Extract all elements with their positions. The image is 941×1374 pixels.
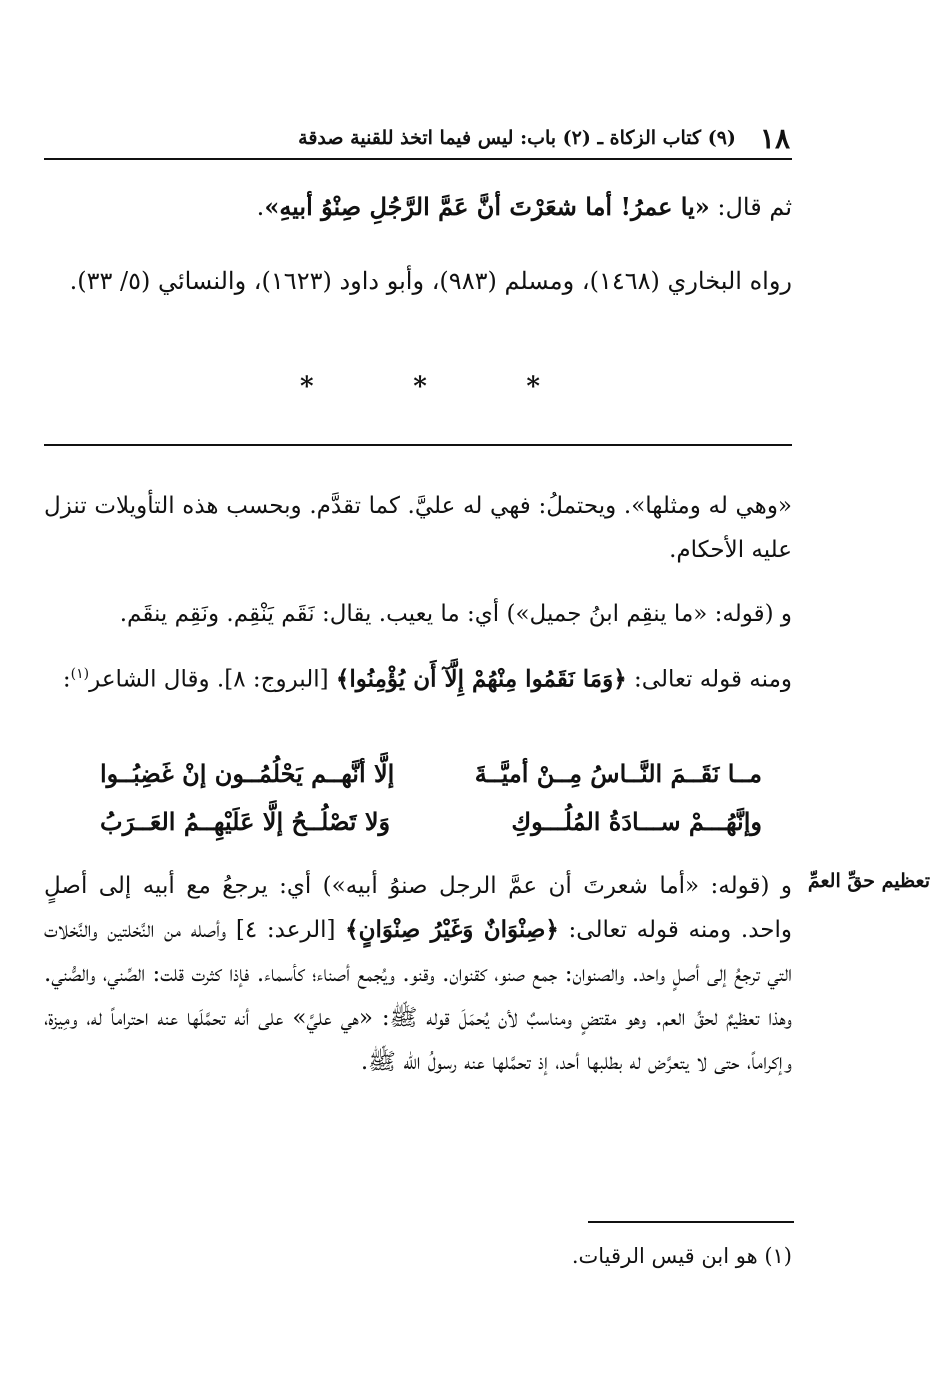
verse-second-hemistich: إلَّا أنَّهــم يَحْلُمُــون إنْ غَضِبُــوا [100, 759, 395, 788]
hadith-takhrij: رواه البخاري (١٤٦٨)، ومسلم (٩٨٣)، وأبو داود (١٦٢٣)، والنسائي (٥/ ٣٣). [69, 267, 792, 295]
page-number: ١٨ [759, 121, 790, 155]
star-ornament: * [300, 372, 314, 402]
verse-first-hemistich: وإنَّهُـــمْ ســـادَةُ المُلُـــوكِ [511, 807, 762, 836]
section-separator-stars [300, 372, 540, 402]
verse-second-hemistich: وَلا تَصْلُــحُ إلَّا عَلَيْهِــمُ العَــرَبُ [100, 807, 391, 836]
star-ornament: * [526, 372, 540, 402]
poem-verse [100, 752, 792, 796]
footnote: (١) هو ابن قيس الرقيات. [571, 1244, 792, 1268]
commentary-paragraph: «وهي له ومثلها». ويحتملُ: فهي له عليَّ. كما تقدَّم. وبحسب هذه التأويلات تنزل عليه الأحكام. [44, 493, 792, 563]
paragraph-text: [الرعد: ٤] وأصله من النَّخلتين والنَّخلات التي ترجعُ إلى أصلٍ واحد. والصنوان: جمع صنو، كقنوان. وقنو. ويُجمع أصناء؛ كأسماء. فإذا كثرت قلت: الصِّني، والصُّني. وهذا تعظيمٌ لحقِّ العم. وهو مقتضٍ ومناسبٌ لأن يُحمَلَ قوله ﷺ: «هي عليَّ» على أنه تحمَّلَها عنه احتراماً له، ومِيزة، وإكراماً، حتى لا يتعرَّض له بطلبها أحد، إذ تحمَّلها عنه رسولُ الله ﷺ. [44, 917, 792, 1075]
margin-note: تعظيم حقِّ العمِّ [807, 870, 930, 892]
running-header [44, 118, 792, 160]
poem-verse [100, 800, 792, 844]
commentary-paragraph [44, 652, 792, 702]
quran-quote: ﴿صِنْوَانٌ وَغَيْرُ صِنْوَانٍ﴾ [345, 916, 559, 943]
commentary-divider [44, 444, 792, 446]
hadith-text [44, 181, 792, 233]
hadith-prefix: ثم قال: [709, 193, 792, 221]
paragraph-text: : [62, 666, 71, 693]
commentary-paragraph: و (قوله: «ما ينقِم ابنُ جميل») أي: ما يعيب. يقال: نَقَم يَنْقِم. ونَقِم ينقَم. [119, 601, 792, 627]
star-ornament: * [413, 372, 427, 402]
paragraph-text: ومنه قوله تعالى: [626, 666, 792, 693]
quran-quote: ﴿وَمَا نَقَمُوا مِنْهُمْ إِلَّآ أَن يُؤْمِنُوا﴾ [335, 665, 627, 693]
commentary-paragraph [44, 864, 792, 1084]
paragraph-text: [البروج: ٨]. وقال الشاعر [89, 666, 336, 693]
footnote-rule [588, 1221, 794, 1223]
header-title: (٩) كتاب الزكاة ـ (٢) باب: ليس فيما اتخذ للقنية صدقة [298, 127, 736, 149]
paragraph-text: و (قوله: «أما شعرتَ أن عمَّ الرجل صنوُ أبيه») أي: يرجعُ مع أبيه إلى أصلٍ واحد. ومنه قوله تعالى: [44, 873, 792, 943]
hadith-end: . [256, 193, 265, 221]
verse-first-hemistich: مــا نَقَــمَ النَّــاسُ مِــنْ أميَّــةَ [474, 759, 762, 788]
hadith-quote: «يا عمرُ! أما شعَرْتَ أنَّ عَمَّ الرَّجُلِ صِنْوُ أبيهِ» [264, 192, 710, 221]
footnote-marker: (١) [70, 666, 90, 682]
